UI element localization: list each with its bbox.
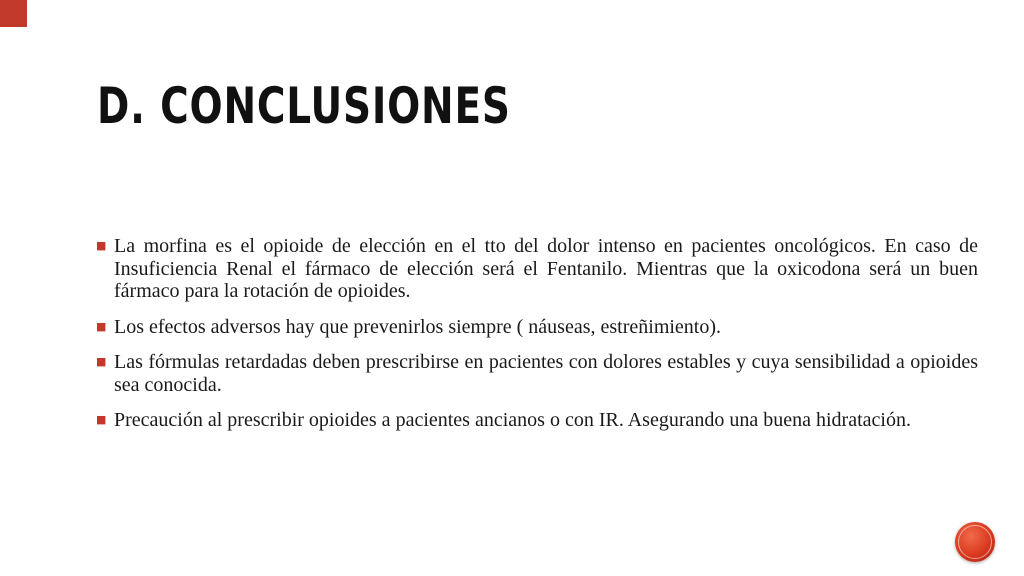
bullet-list [96,235,978,445]
square-bullet-icon: ■ [96,413,107,426]
bullet-text: La morfina es el opioide de elección en el tto del dolor intenso en pacientes oncológicos. En caso de Insuficiencia Renal el fármaco de elección será el Fentanilo. Mientras que la oxicodona será un buen fármaco para la rotación de opioides. [114,235,978,302]
bullet-text: Las fórmulas retardadas deben prescribirse en pacientes con dolores estables y cuya sensibilidad a opioides sea conocida. [114,351,978,396]
next-slide-circle-icon [958,525,992,559]
bullet-item [96,235,978,303]
square-bullet-icon: ■ [96,239,107,252]
bullet-item [96,351,978,396]
bullet-item [96,316,978,339]
square-bullet-icon: ■ [96,319,107,333]
square-bullet-icon: ■ [96,355,107,368]
next-slide-button[interactable] [955,522,995,562]
bullet-item [96,409,978,432]
slide-title: D. CONCLUSIONES [97,77,511,135]
accent-square [0,0,27,27]
bullet-text: Los efectos adversos hay que prevenirlos siempre ( náuseas, estreñimiento). [114,315,722,338]
bullet-text: Precaución al prescribir opioides a pacientes ancianos o con IR. Asegurando una buena hidratación. [114,409,911,431]
